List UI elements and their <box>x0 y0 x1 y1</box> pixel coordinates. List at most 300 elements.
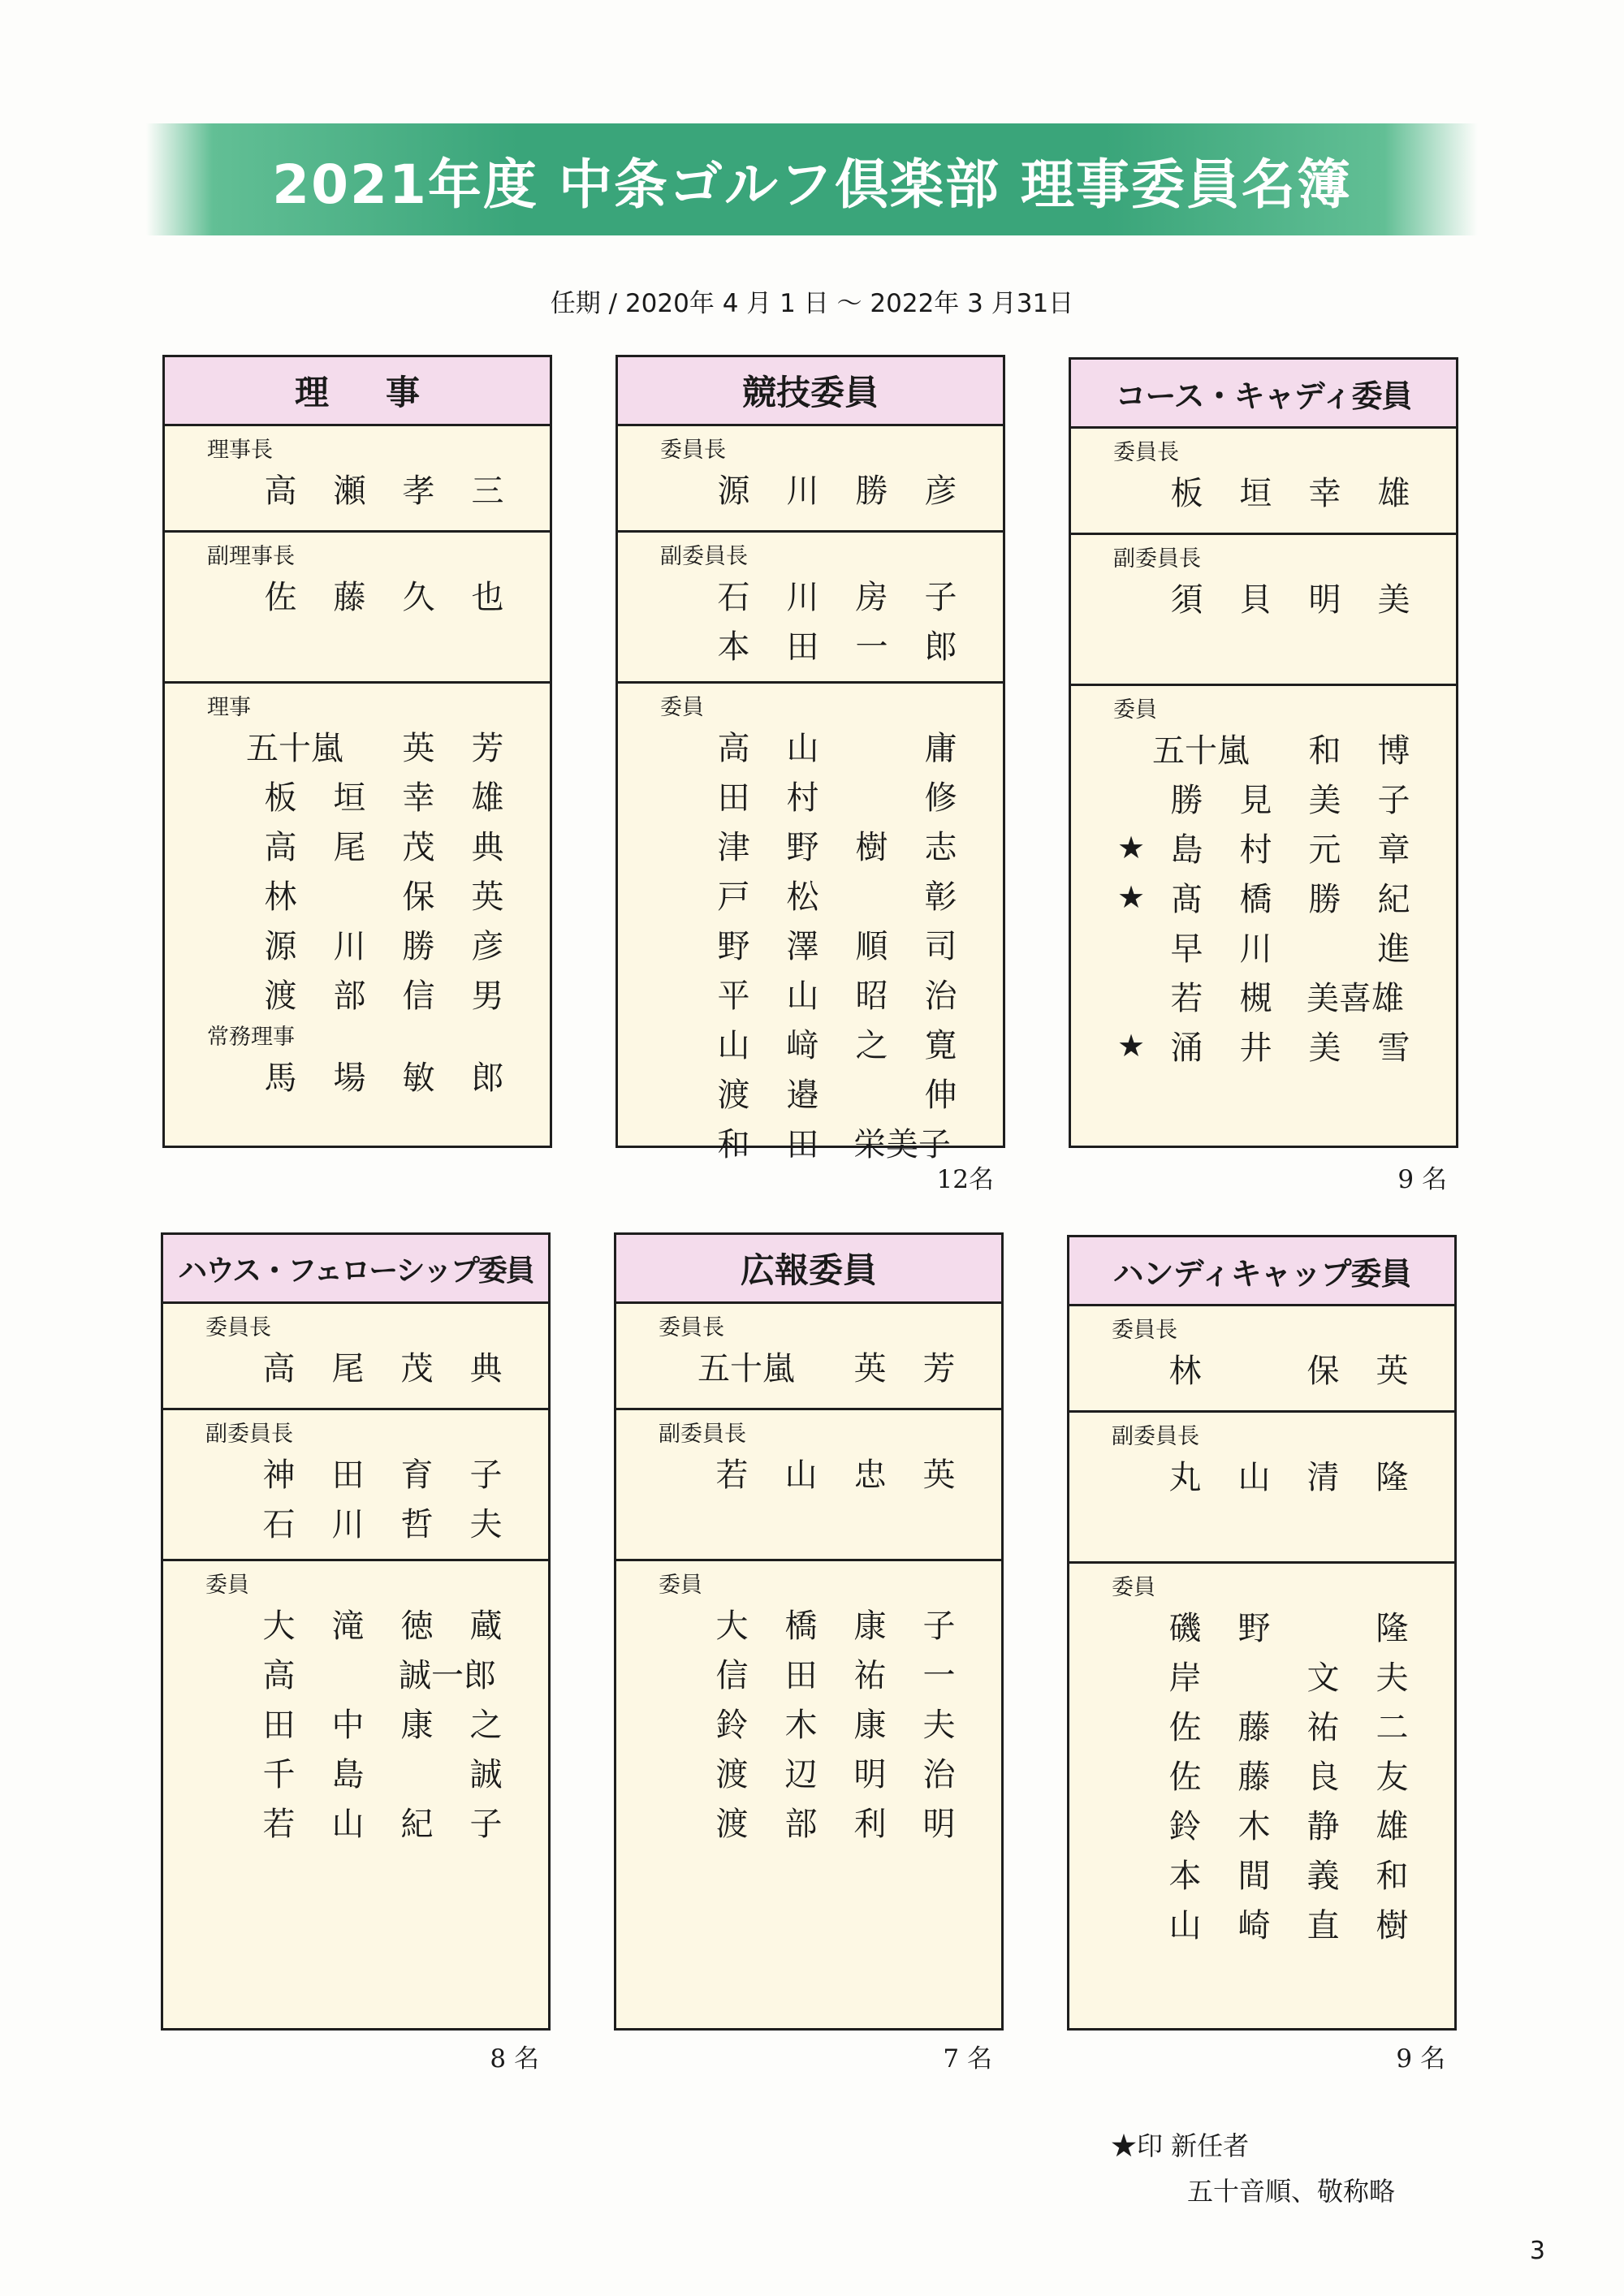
member-count: 7 名 <box>943 2044 992 2074</box>
name-char: 郎 <box>924 628 957 666</box>
name-char: 勝 <box>1170 782 1203 819</box>
name-char: 雄 <box>1377 475 1410 512</box>
name-char: 渡 <box>264 978 297 1015</box>
name-char: 芳 <box>471 730 504 767</box>
name-row <box>660 464 1003 513</box>
name-char: 英 <box>471 878 504 916</box>
handicap-committee-box <box>1067 1235 1457 2031</box>
name-char: 山 <box>1168 1907 1202 1944</box>
name-char: 山 <box>1237 1459 1271 1496</box>
name-char: 栄美子 <box>853 1126 951 1163</box>
name-char: 典 <box>469 1350 503 1388</box>
name-char: 紀 <box>400 1806 434 1843</box>
name-char: 信 <box>402 978 435 1015</box>
name-char: 木 <box>1237 1808 1271 1845</box>
name-char: 蔵 <box>469 1608 503 1645</box>
vice-chairman-section <box>1071 535 1456 686</box>
box-header <box>618 357 1003 426</box>
name-char: 佐 <box>1168 1709 1202 1746</box>
name-char: 美 <box>1377 581 1410 619</box>
name-char: 男 <box>471 978 504 1015</box>
box-header <box>163 1235 548 1304</box>
name-char: 芳 <box>922 1350 956 1388</box>
name-char: 哲 <box>400 1506 434 1543</box>
name-char: 一 <box>855 628 888 666</box>
name-char: 島 <box>1170 831 1203 869</box>
name-char: 津 <box>717 829 750 866</box>
name-char: 田 <box>786 1126 819 1163</box>
name-char: 康 <box>400 1707 434 1744</box>
name-char: 本 <box>1168 1858 1202 1895</box>
name-char: 林 <box>1168 1353 1202 1390</box>
name-char: 静 <box>1307 1808 1340 1845</box>
course-caddie-committee-box <box>1069 357 1458 1148</box>
vice-chairman-section <box>165 533 550 684</box>
name-row <box>205 1497 548 1547</box>
name-char: 野 <box>1237 1610 1271 1647</box>
directors-section <box>165 684 550 1100</box>
members-section <box>163 1561 548 1846</box>
name-row <box>205 1341 548 1391</box>
name-char: 田 <box>786 628 819 666</box>
title-banner <box>146 123 1478 235</box>
name-char: 田 <box>331 1457 365 1494</box>
name-char: 美喜雄 <box>1307 980 1404 1017</box>
name-char: 勝 <box>402 928 435 965</box>
name-row <box>207 770 550 820</box>
name-char: 英 <box>402 730 435 767</box>
name-char: 須 <box>1170 581 1203 619</box>
competition-committee-box <box>615 355 1005 1163</box>
name-char: 渡 <box>715 1806 749 1843</box>
member-count: 9 名 <box>1396 2044 1445 2074</box>
name-char: 英 <box>922 1457 956 1494</box>
name-char: 山 <box>784 1457 818 1494</box>
section-label: 副理事長 <box>207 544 295 569</box>
name-char: 邉 <box>786 1077 819 1114</box>
name-char: 尾 <box>333 829 366 866</box>
name-char: 清 <box>1307 1459 1340 1496</box>
name-char: 英 <box>853 1350 887 1388</box>
section-label: 委員 <box>1112 1575 1155 1600</box>
name-char: 康 <box>853 1608 887 1645</box>
name-char: 誠一郎 <box>399 1657 496 1694</box>
name-char: 千 <box>262 1756 296 1793</box>
name-char: 忠 <box>853 1457 887 1494</box>
name-char: 大 <box>715 1608 749 1645</box>
member-count: 12名 <box>936 1165 994 1194</box>
name-char: 野 <box>717 928 750 965</box>
name-char: 山 <box>786 978 819 1015</box>
name-row <box>1113 572 1456 622</box>
name-row <box>1112 1344 1454 1393</box>
name-row <box>659 1797 1001 1846</box>
name-char: 樹 <box>1376 1907 1409 1944</box>
name-row <box>1112 1651 1454 1700</box>
name-char: 也 <box>471 579 504 616</box>
section-label: 理事長 <box>207 438 273 463</box>
name-char: 貝 <box>1239 581 1272 619</box>
name-char: 藤 <box>333 579 366 616</box>
name-row <box>1112 1849 1454 1898</box>
name-char: 若 <box>1170 980 1203 1017</box>
name-char: 川 <box>331 1506 365 1543</box>
name-char: 義 <box>1307 1858 1340 1895</box>
name-char: 幸 <box>1308 475 1341 512</box>
name-row <box>1112 1799 1454 1849</box>
name-char: 三 <box>471 473 504 510</box>
name-char: 夫 <box>922 1707 956 1744</box>
name-row <box>660 721 1003 770</box>
name-char: 幸 <box>402 779 435 817</box>
name-row <box>660 570 1003 619</box>
name-char: 佐 <box>264 579 297 616</box>
name-row <box>1113 822 1456 872</box>
name-char: 治 <box>922 1756 956 1793</box>
name-char: 部 <box>333 978 366 1015</box>
name-char: 夫 <box>469 1506 503 1543</box>
name-char: 村 <box>786 779 819 817</box>
members-section <box>1069 1564 1454 1948</box>
name-char: 涌 <box>1170 1029 1203 1067</box>
name-char: 松 <box>786 878 819 916</box>
name-char: 直 <box>1307 1907 1340 1944</box>
name-char: 野 <box>786 829 819 866</box>
name-row <box>205 1797 548 1846</box>
section-label: 副委員長 <box>1113 546 1201 572</box>
name-char: 﨑 <box>786 1027 819 1064</box>
name-char: 子 <box>924 579 957 616</box>
name-char: 石 <box>717 579 750 616</box>
box-title: 広報委員 <box>740 1250 877 1290</box>
name-row <box>660 870 1003 919</box>
name-char: 育 <box>400 1457 434 1494</box>
name-char: 庸 <box>924 730 957 767</box>
name-char: 磯 <box>1168 1610 1202 1647</box>
section-label: 理事 <box>207 695 251 720</box>
members-section <box>1071 686 1456 1070</box>
name-char: 隆 <box>1376 1459 1409 1496</box>
name-row <box>1112 1898 1454 1948</box>
name-row <box>1113 466 1456 516</box>
name-row <box>660 770 1003 820</box>
name-char: 美 <box>1308 782 1341 819</box>
name-row <box>1112 1700 1454 1750</box>
name-char: 康 <box>853 1707 887 1744</box>
section-label: 委員長 <box>205 1315 271 1340</box>
name-char: 鈴 <box>1168 1808 1202 1845</box>
section-label: 副委員長 <box>659 1422 746 1447</box>
name-char: 保 <box>1307 1353 1340 1390</box>
name-char: 彦 <box>471 928 504 965</box>
name-char: 五十嵐 <box>698 1350 795 1388</box>
name-char: 山 <box>786 730 819 767</box>
name-char: 川 <box>786 579 819 616</box>
name-char: 修 <box>924 779 957 817</box>
name-char: 藤 <box>1237 1709 1271 1746</box>
name-char: 友 <box>1376 1759 1409 1796</box>
name-char: 典 <box>471 829 504 866</box>
name-row <box>1113 872 1456 921</box>
name-row <box>1112 1450 1454 1500</box>
name-char: 順 <box>855 928 888 965</box>
name-char: 田 <box>784 1657 818 1694</box>
name-char: 利 <box>853 1806 887 1843</box>
box-header <box>1071 360 1456 429</box>
name-char: 之 <box>469 1707 503 1744</box>
name-char: 昭 <box>855 978 888 1015</box>
name-char: 佐 <box>1168 1759 1202 1796</box>
name-char: 高 <box>262 1657 296 1694</box>
name-char: 隆 <box>1376 1610 1409 1647</box>
box-title: コース・キャディ委員 <box>1115 378 1412 414</box>
name-char: 樹 <box>855 829 888 866</box>
name-char: 雄 <box>471 779 504 817</box>
box-title: 競技委員 <box>741 373 879 412</box>
name-row <box>205 1747 548 1797</box>
name-row <box>659 1648 1001 1698</box>
name-char: 志 <box>924 829 957 866</box>
name-char: 茂 <box>400 1350 434 1388</box>
name-char: 五十嵐 <box>246 730 343 767</box>
name-row <box>207 1051 550 1100</box>
member-count: 9 名 <box>1397 1165 1447 1194</box>
name-char: 和 <box>1308 732 1341 770</box>
name-row <box>207 969 550 1018</box>
vice-chairman-section <box>163 1410 548 1561</box>
name-char: 寛 <box>924 1027 957 1064</box>
name-char: 和 <box>1376 1858 1409 1895</box>
name-row <box>659 1599 1001 1648</box>
name-char: 高 <box>717 730 750 767</box>
section-label: 委員 <box>660 695 704 720</box>
name-char: 祐 <box>1307 1709 1340 1746</box>
name-char: 二 <box>1376 1709 1409 1746</box>
name-row <box>207 919 550 969</box>
name-row <box>205 1599 548 1648</box>
chairman-section <box>1069 1306 1454 1413</box>
name-char: 平 <box>717 978 750 1015</box>
name-row <box>1112 1601 1454 1651</box>
name-row <box>660 820 1003 870</box>
name-char: 伸 <box>924 1077 957 1114</box>
name-char: 茂 <box>402 829 435 866</box>
name-char: 間 <box>1237 1858 1271 1895</box>
name-char: 文 <box>1307 1659 1340 1697</box>
name-char: 勝 <box>1308 881 1341 918</box>
name-char: 子 <box>469 1457 503 1494</box>
box-title: 理事 <box>294 373 477 412</box>
section-label: 常務理事 <box>207 1025 295 1050</box>
box-title: ハンディキャップ委員 <box>1112 1255 1411 1292</box>
name-char: 孝 <box>402 473 435 510</box>
section-label: 委員長 <box>1112 1318 1177 1343</box>
name-char: 田 <box>262 1707 296 1744</box>
name-char: 源 <box>717 473 750 510</box>
name-row <box>207 570 550 619</box>
members-section <box>616 1561 1001 1846</box>
page-number: 3 <box>1529 2237 1545 2265</box>
name-row <box>207 870 550 919</box>
vice-chairman-section <box>618 533 1003 684</box>
name-char: 章 <box>1377 831 1410 869</box>
name-row <box>1113 1021 1456 1070</box>
name-char: 岸 <box>1168 1659 1202 1697</box>
name-char: 渡 <box>717 1077 750 1114</box>
name-row <box>659 1747 1001 1797</box>
name-char: 美 <box>1308 1029 1341 1067</box>
name-char: 尾 <box>331 1350 365 1388</box>
name-char: 藤 <box>1237 1759 1271 1796</box>
box-title: ハウス・フェローシップ委員 <box>178 1254 533 1288</box>
chairman-section <box>163 1304 548 1410</box>
term-period: 任期 / 2020年 4 月 1 日 〜 2022年 3 月31日 <box>550 289 1074 318</box>
name-char: 進 <box>1377 930 1410 968</box>
name-char: 信 <box>715 1657 749 1694</box>
box-header <box>1069 1237 1454 1306</box>
name-char: 良 <box>1307 1759 1340 1796</box>
name-char: 大 <box>262 1608 296 1645</box>
page-title: 2021年度 中条ゴルフ倶楽部 理事委員名簿 <box>272 153 1352 216</box>
name-char: 誠 <box>469 1756 503 1793</box>
section-label: 委員長 <box>1113 440 1179 465</box>
name-char: 垣 <box>333 779 366 817</box>
name-char: 雪 <box>1377 1029 1410 1067</box>
name-char: 子 <box>922 1608 956 1645</box>
name-row <box>207 464 550 513</box>
name-char: 彦 <box>924 473 957 510</box>
name-char: 司 <box>924 928 957 965</box>
legend-order-note: 五十音順、敬称略 <box>1187 2176 1396 2207</box>
name-char: 崎 <box>1237 1907 1271 1944</box>
name-char: 滝 <box>331 1608 365 1645</box>
name-char: 高 <box>262 1350 296 1388</box>
name-char: 渡 <box>715 1756 749 1793</box>
name-row <box>207 820 550 870</box>
name-char: 高 <box>264 829 297 866</box>
name-char: 山 <box>717 1027 750 1064</box>
name-char: 村 <box>1239 831 1272 869</box>
name-char: 島 <box>331 1756 365 1793</box>
name-row <box>207 721 550 770</box>
name-char: 勝 <box>855 473 888 510</box>
chairman-section <box>618 426 1003 533</box>
name-char: 井 <box>1239 1029 1272 1067</box>
name-char: 源 <box>264 928 297 965</box>
name-row <box>659 1448 1001 1497</box>
name-char: 本 <box>717 628 750 666</box>
name-char: 雄 <box>1376 1808 1409 1845</box>
name-char: 場 <box>333 1060 366 1097</box>
new-member-star-icon: ★ <box>1116 829 1146 865</box>
name-char: 辺 <box>784 1756 818 1793</box>
name-row <box>659 1341 1001 1391</box>
section-label: 委員長 <box>660 438 726 463</box>
member-count: 8 名 <box>490 2044 539 2074</box>
board-of-directors-box <box>162 355 552 1148</box>
name-char: 彰 <box>924 878 957 916</box>
name-row <box>1112 1750 1454 1799</box>
name-char: 治 <box>924 978 957 1015</box>
name-char: 部 <box>784 1806 818 1843</box>
section-label: 委員 <box>659 1573 702 1598</box>
name-char: 板 <box>1170 475 1203 512</box>
chairman-section <box>1071 429 1456 535</box>
name-char: 林 <box>264 878 297 916</box>
new-member-star-icon: ★ <box>1116 878 1146 915</box>
name-char: 英 <box>1376 1353 1409 1390</box>
name-char: 紀 <box>1377 881 1410 918</box>
section-label: 副委員長 <box>205 1422 293 1447</box>
name-char: 戸 <box>717 878 750 916</box>
box-header <box>616 1235 1001 1304</box>
name-char: 敏 <box>402 1060 435 1097</box>
name-char: 神 <box>262 1457 296 1494</box>
name-char: 元 <box>1308 831 1341 869</box>
name-char: 山 <box>331 1806 365 1843</box>
name-char: 髙 <box>1170 881 1203 918</box>
name-char: 久 <box>402 579 435 616</box>
name-char: 早 <box>1170 930 1203 968</box>
section-label: 副委員長 <box>1112 1424 1199 1449</box>
name-char: 橋 <box>784 1608 818 1645</box>
name-char: 明 <box>1308 581 1341 619</box>
chairman-section <box>616 1304 1001 1410</box>
name-char: 田 <box>717 779 750 817</box>
name-char: 板 <box>264 779 297 817</box>
name-char: 槻 <box>1239 980 1272 1017</box>
name-char: 房 <box>855 579 888 616</box>
house-fellowship-committee-box <box>161 1232 551 2031</box>
public-relations-committee-box <box>614 1232 1004 2031</box>
name-char: 一 <box>922 1657 956 1694</box>
name-char: 徳 <box>400 1608 434 1645</box>
name-char: 和 <box>717 1126 750 1163</box>
name-char: 五十嵐 <box>1152 732 1250 770</box>
name-row <box>205 1698 548 1747</box>
name-char: 若 <box>715 1457 749 1494</box>
name-row <box>1113 921 1456 971</box>
name-char: 祐 <box>853 1657 887 1694</box>
name-char: 川 <box>1239 930 1272 968</box>
name-char: 明 <box>922 1806 956 1843</box>
name-row <box>660 1018 1003 1068</box>
name-char: 川 <box>333 928 366 965</box>
name-char: 澤 <box>786 928 819 965</box>
name-row <box>205 1448 548 1497</box>
new-member-star-icon: ★ <box>1116 1027 1146 1064</box>
box-header <box>165 357 550 426</box>
name-char: 高 <box>264 473 297 510</box>
name-char: 垣 <box>1239 475 1272 512</box>
legend-new-member: ★印 新任者 <box>1111 2130 1250 2161</box>
name-char: 郎 <box>471 1060 504 1097</box>
name-char: 子 <box>1377 782 1410 819</box>
name-row <box>1113 723 1456 773</box>
section-label: 委員 <box>205 1573 249 1598</box>
name-char: 橋 <box>1239 881 1272 918</box>
section-label: 副委員長 <box>660 544 748 569</box>
name-char: 夫 <box>1376 1659 1409 1697</box>
name-char: 鈴 <box>715 1707 749 1744</box>
members-section <box>618 684 1003 1167</box>
name-row <box>660 619 1003 669</box>
name-row <box>1113 971 1456 1021</box>
name-char: 保 <box>402 878 435 916</box>
name-char: 博 <box>1377 732 1410 770</box>
name-row <box>1113 773 1456 822</box>
name-row <box>660 969 1003 1018</box>
